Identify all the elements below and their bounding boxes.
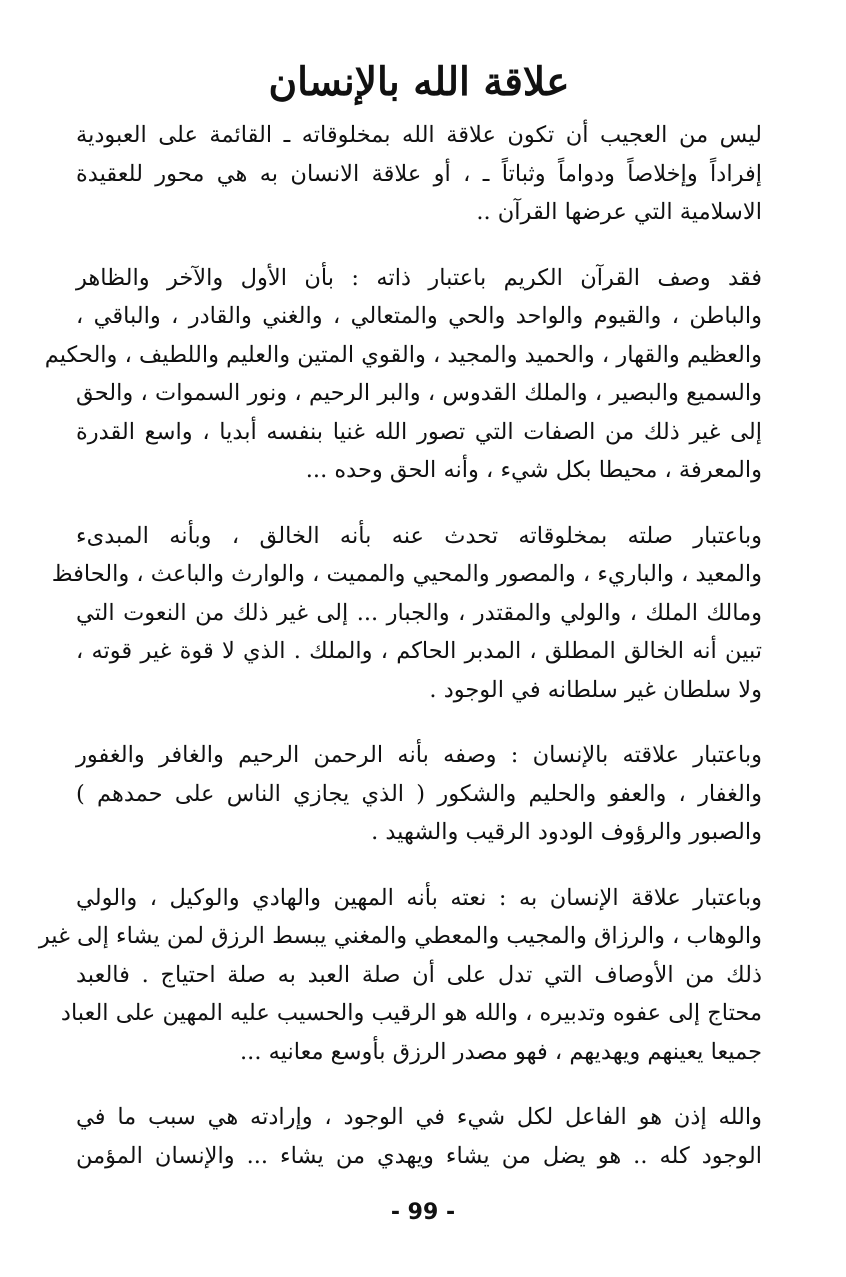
text-line: وباعتبار علاقة الإنسان به : نعته بأنه المهين والهادي والوكيل ، والولي [76,884,762,911]
text-line: والغفار ، والعفو والحليم والشكور ( الذي يجازي الناس على حمدهم ) [76,780,762,807]
text-line: وباعتبار صلته بمخلوقاته تحدث عنه بأنه الخالق ، وبأنه المبدىء [76,522,762,549]
text-line: ليس من العجيب أن تكون علاقة الله بمخلوقاته ـ القائمة على العبودية [76,122,762,148]
text-line: ولا سلطان غير سلطانه في الوجود . [429,676,762,703]
text-line: والله إذن هو الفاعل لكل شيء في الوجود ، وإرادته هي سبب ما في [76,1104,762,1130]
text-line: جميعا يعينهم ويهديهم ، فهو مصدر الرزق بأوسع معانيه ... [240,1038,762,1065]
paragraph-2 [44,259,762,490]
text-line: والمعرفة ، محيطا بكل شيء ، وأنه الحق وحده ... [305,457,762,483]
text-line: الوجود كله .. هو يضل من يشاء ويهدي من يشاء ... والإنسان المؤمن [76,1142,762,1169]
text-line: والعظيم والقهار ، والحميد والمجيد ، والقوي المتين والعليم واللطيف ، والحكيم [44,341,762,368]
page-body [38,50,762,1175]
paragraph-6 [76,1098,762,1175]
text-line: ومالك الملك ، والولي والمقتدر ، والجبار ... إلى غير ذلك من النعوت التي [76,599,762,626]
text-line: والباطن ، والقيوم والواحد والحي والمتعالي ، والغني والقادر ، والباقي ، [76,303,762,329]
page-title: علاقة الله بالإنسان [268,59,570,105]
text-line: والسميع والبصير ، والملك القدوس ، والبر الرحيم ، ونور السموات ، والحق [76,380,762,406]
text-line: والمعيد ، والباريء ، والمصور والمحيي والمميت ، والوارث والباعث ، والحافظ [51,561,762,587]
text-line: وباعتبار علاقته بالإنسان : وصفه بأنه الرحمن الرحيم والغافر والغفور [76,742,762,768]
text-line: محتاج إلى عفوه وتدبيره ، والله هو الرقيب والحسيب عليه المهين على العباد [60,1000,762,1026]
paragraph-5 [38,879,762,1072]
paragraph-4 [76,736,762,852]
text-line: إلى غير ذلك من الصفات التي تصور الله غنيا بنفسه أبديا ، واسع القدرة [76,418,762,445]
text-line: تبين أنه الخالق المطلق ، المدبر الحاكم ، والملك . الذي لا قوة غير قوته ، [76,638,762,664]
text-line: ذلك من الأوصاف التي تدل على أن صلة العبد به صلة احتياج . فالعبد [76,961,762,988]
text-line: إفراداً وإخلاصاً ودواماً وثباتاً ـ ، أو علاقة الانسان به هي محور للعقيدة [76,160,762,187]
paragraph-1 [76,116,762,232]
paragraph-3 [51,517,762,710]
text-line: فقد وصف القرآن الكريم باعتبار ذاته : بأن الأول والآخر والظاهر [76,264,762,291]
page-number: - 99 - [390,1200,456,1225]
text-line: والصبور والرؤوف الودود الرقيب والشهيد . [371,819,762,845]
text-line: الاسلامية التي عرضها القرآن .. [476,199,762,225]
text-line: والوهاب ، والرزاق والمجيب والمعطي والمغني يبسط الرزق لمن يشاء إلى غير [38,923,762,949]
